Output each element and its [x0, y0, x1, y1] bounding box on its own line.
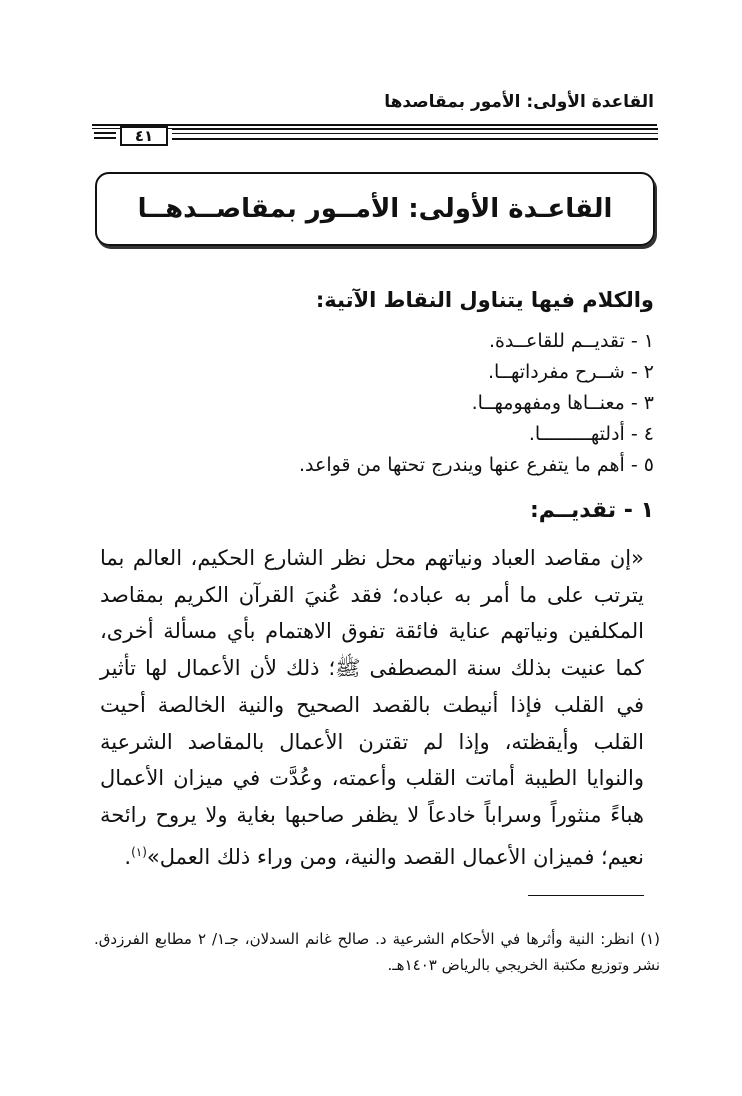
list-item: ٣ - معنــاها ومفهومهــا. [471, 392, 654, 414]
list-item: ٢ - شــرح مفرداتهــا. [487, 361, 654, 383]
points-list [134, 326, 654, 481]
chapter-title: القاعـدة الأولى: الأمــور بمقاصــدهــا [137, 194, 613, 224]
page-number-rule [172, 138, 658, 140]
footnote: (١) انظر: النية وأثرها في الأحكام الشرعية د. صالح غانم السدلان، جـ١/ ٢ مطابع الفرزدق. نشر وتوزيع مكتبة الخريجي بالرياض ١٤٠٣هـ. [94, 930, 661, 974]
page-number-rule [172, 133, 658, 134]
list-item: ١ - تقديــم للقاعــدة. [488, 330, 654, 352]
page-number-rule [172, 128, 658, 130]
chapter-title-box [95, 172, 655, 246]
list-item: ٥ - أهم ما يتفرع عنها ويندرج تحتها من قواعد. [298, 454, 654, 476]
page-number-dash [94, 137, 116, 139]
footnote-reference: (١) [131, 844, 147, 859]
body-text: «إن مقاصد العباد ونياتهم محل نظر الشارع الحكيم، العالم بما يترتب على ما أمر به عباده؛ فقد عُنيَ القرآن الكريم بمقاصد المكلفين ونياتهم عناية فائقة تفوق الاهتمام بأي مسألة أخرى، كما عنيت بذلك سنة المصطفى ﷺ؛ ذلك لأن الأعمال لها تأثير في القلب فإذا أنيطت بالقصد الصحيح والنية الخالصة أحيت القلب وأيقظته، وإذا لم تقترن الأعمال بالمقاصد الشرعية والنوايا الطيبة أماتت القلب وأعمته، وعُدَّت في ميزان الأعمال هباءً منثوراً وسراباً خادعاً لا يظفر صاحبها بغاية ولا يروح رائحة نعيم؛ فميزان الأعمال القصد والنية، ومن وراء ذلك العمل» [100, 546, 644, 869]
body-paragraph: «إن مقاصد العباد ونياتهم محل نظر الشارع الحكيم، العالم بما يترتب على ما أمر به عباده؛ فقد عُنيَ القرآن الكريم بمقاصد المكلفين ونياتهم عناية فائقة تفوق الاهتمام بأي مسألة أخرى، كما عنيت بذلك سنة المصطفى ﷺ؛ ذلك لأن الأعمال لها تأثير في القلب فإذا أنيطت بالقصد الصحيح والنية الخالصة أحيت القلب وأيقظته، وإذا لم تقترن الأعمال بالمقاصد الشرعية والنوايا الطيبة أماتت القلب وأعمته، وعُدَّت في ميزان الأعمال هباءً منثوراً وسراباً خادعاً لا يظفر صاحبها بغاية ولا يروح رائحة نعيم؛ فميزان الأعمال القصد والنية، ومن وراء ذلك العمل»$^{(١)}$. [100, 546, 644, 869]
running-header-title: القاعدة الأولى: الأمور بمقاصدها [384, 92, 654, 112]
page-number-bar [88, 126, 688, 148]
page-number-dash [94, 132, 116, 134]
page-number: ٤١ [120, 126, 168, 146]
list-item: ٤ - أدلتهـــــــــا. [528, 423, 654, 445]
section-heading: ١ - تقديــم: [529, 498, 654, 523]
intro-line: والكلام فيها يتناول النقاط الآتية: [315, 288, 654, 312]
footnote-separator [528, 895, 644, 896]
